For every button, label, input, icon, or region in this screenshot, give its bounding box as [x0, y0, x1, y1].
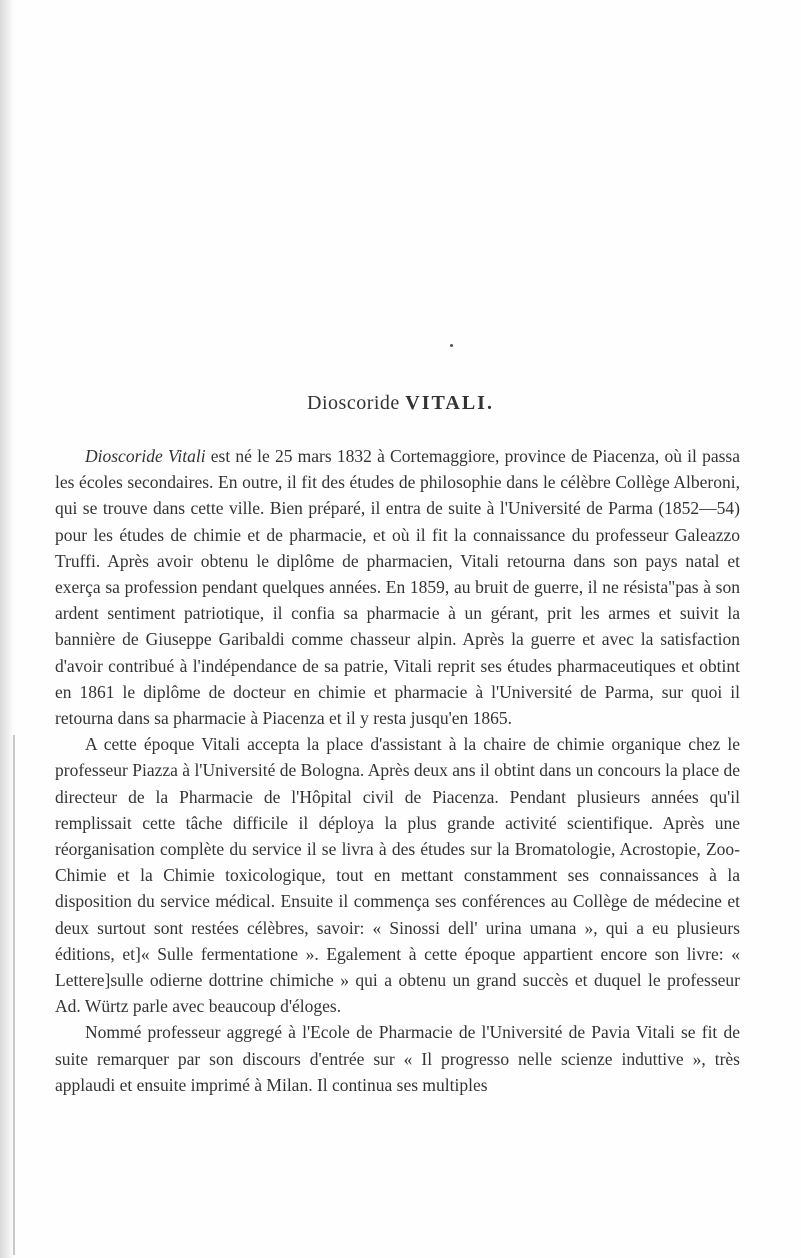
paragraph-2: A cette époque Vitali accepta la place d'assistant à la chaire de chimie organique chez le professeur Piazza à l'Université de Bologna. Après deux ans il obtint dans un concours la place de directeur de la Pharmacie de l'Hôpital civil de Piacenza. Pendant plusieurs années qu'il remplissait cette tâche difficile il déploya la plus grande activité scientifique. Après une réorganisation complète du service il se livra à des études sur la Bromatologie, Acrostopie, Zoo-Chimie et la Chimie toxicologique, tout en mettant constamment ses connaissances à la disposition du service médical. Ensuite il commença ses conférences au Collège de médecine et deux surtout sont restées célèbres, savoir: « Sinossi dell' urina umana », qui a eu plusieurs éditions, et]« Sulle fermentatione ». Egalement à cette époque appartient encore son livre: « Lettere]sulle odierne dottrine chimiche » qui a obtenu un grand succès et duquel le professeur Ad. Würtz parle avec beaucoup d'éloges. [55, 734, 740, 1017]
page-title [0, 392, 801, 415]
paragraph-3: Nommé professeur aggregé à l'Ecole de Pharmacie de l'Université de Pavia Vitali se fit de suite remarquer par son discours d'entrée sur « Il progresso nelle scienze induttive », très applaudi et ensuite imprimé à Milan. Il continua ses multiples [55, 1022, 740, 1095]
article-body [55, 443, 740, 1098]
subject-name: Dioscoride Vitali [85, 446, 206, 466]
title-first-name: Dioscoride [307, 392, 400, 414]
stray-mark [450, 344, 453, 347]
paragraph-1 [55, 443, 740, 731]
page-edge-shadow [0, 0, 14, 1258]
page-edge-line [13, 735, 15, 1255]
title-surname: VITALI. [405, 392, 494, 414]
paragraph-1-text: est né le 25 mars 1832 à Cortemaggiore, province de Piacenza, où il passa les écoles secondaires. En outre, il fit des études de philosophie dans le célèbre Collège Alberoni, qui se trouve dans cette ville. Bien préparé, il entra de suite à l'Université de Parma (1852—54) pour les études de chimie et de pharmacie, et où il fit la connaissance du professeur Galeazzo Truffi. Après avoir obtenu le diplôme de pharmacien, Vitali retourna dans son pays natal et exerça sa profession pendant quelques années. En 1859, au bruit de guerre, il ne résista"pas à son ardent sentiment patriotique, il confia sa pharmacie à un gérant, prit les armes et suivit la bannière de Giuseppe Garibaldi comme chasseur alpin. Après la guerre et avec la satisfaction d'avoir contribué à l'indépendance de sa patrie, Vitali reprit ses études pharmaceutiques et obtint en 1861 le diplôme de docteur en chimie et pharmacie à l'Université de Parma, sur quoi il retourna dans sa pharmacie à Piacenza et il y resta jusqu'en 1865. [55, 446, 741, 729]
